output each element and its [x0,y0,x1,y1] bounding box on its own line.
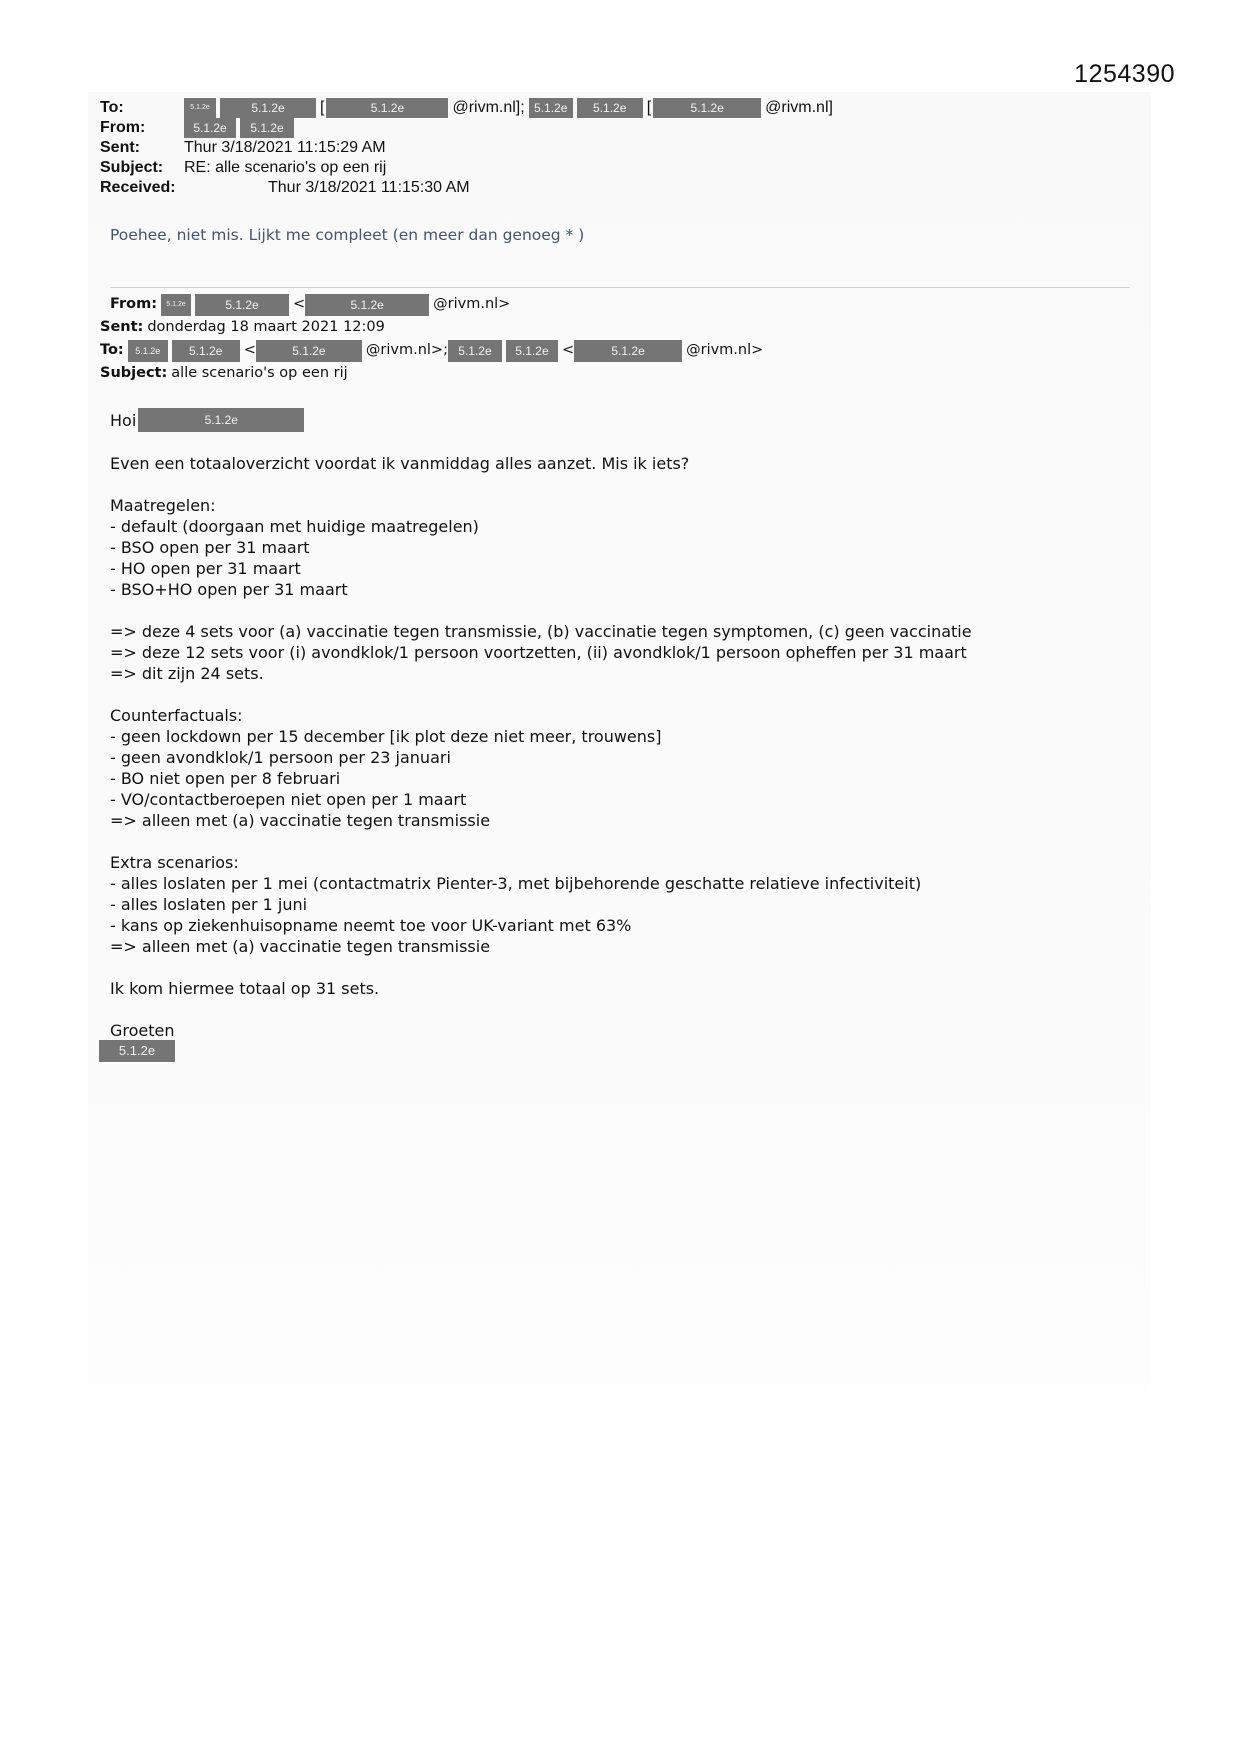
outer-to-row [100,98,833,118]
email-domain-text: @rivm.nl]; [452,99,525,116]
list-item: => dit zijn 24 sets. [110,664,264,683]
bracket-text: [ [646,99,652,116]
list-item: - VO/contactberoepen niet open per 1 maart [110,790,467,809]
to-label: To: [100,99,124,116]
redaction: 5.1.2e [256,340,362,362]
inner-sent-row [100,316,763,339]
redaction: 5.1.2e [184,98,216,118]
counterfactuals-title: Counterfactuals: [110,706,243,725]
from-label: From: [100,119,146,136]
inner-email-header [100,293,763,385]
list-item: => deze 12 sets voor (i) avondklok/1 persoon voortzetten, (ii) avondklok/1 persoon opheffen per 31 maart [110,643,967,662]
outer-received-row [100,178,833,198]
to-label: To: [100,342,124,358]
list-item: - alles loslaten per 1 juni [110,895,308,914]
list-item: - BO niet open per 8 februari [110,769,341,788]
redaction: 5.1.2e [653,98,761,118]
redaction: 5.1.2e [506,340,558,362]
redaction: 5.1.2e [448,340,502,362]
greeting-text: Hoi [110,410,137,430]
redaction: 5.1.2e [161,294,191,316]
list-item: => alleen met (a) vaccinatie tegen transmissie [110,811,491,830]
closing-text: Groeten [110,1021,175,1040]
redaction: 5.1.2e [184,118,236,138]
redaction: 5.1.2e [128,340,168,362]
sent-label: Sent: [100,319,144,335]
separator-line [110,287,1130,288]
lt-text: < [293,296,306,312]
extra-title: Extra scenarios: [110,853,239,872]
intro-text: Even een totaaloverzicht voordat ik vanmiddag alles aanzet. Mis ik iets? [110,454,690,473]
redaction: 5.1.2e [305,294,429,316]
subject-label: Subject: [100,365,168,381]
list-item: - kans op ziekenhuisopname neemt toe voor UK-variant met 63% [110,916,632,935]
redaction: 5.1.2e [240,118,294,138]
redaction: 5.1.2e [172,340,240,362]
email-domain-text: @rivm.nl] [765,99,833,116]
list-item: - BSO open per 31 maart [110,538,310,557]
subject-value: alle scenario's op een rij [171,365,348,381]
greeting-line [110,408,972,432]
list-item: - alles loslaten per 1 mei (contactmatrix Pienter-3, met bijbehorende geschatte relatieve infectiviteit) [110,874,922,893]
lt-text: < [243,342,256,358]
received-value: Thur 3/18/2021 11:15:30 AM [268,179,470,196]
redaction: 5.1.2e [195,294,289,316]
outer-subject-row [100,158,833,178]
redaction: 5.1.2e [138,408,304,432]
received-label: Received: [100,179,176,196]
outer-sent-row [100,138,833,158]
bracket-text: [ [320,99,325,116]
redaction: 5.1.2e [577,98,643,118]
subject-label: Subject: [100,159,164,176]
email-domain-text: @rivm.nl>; [365,342,448,358]
reply-text: Poehee, niet mis. Lijkt me compleet (en meer dan genoeg * ) [110,226,585,244]
subject-value: RE: alle scenario's op een rij [184,159,387,176]
sent-label: Sent: [100,139,140,156]
maatregelen-title: Maatregelen: [110,496,216,515]
list-item: - geen lockdown per 15 december [ik plot deze niet meer, trouwens] [110,727,662,746]
email-domain-text: @rivm.nl> [686,342,764,358]
inner-from-row [110,293,763,316]
from-label: From: [110,296,157,312]
outer-from-row [100,118,833,138]
total-text: Ik kom hiermee totaal op 31 sets. [110,979,380,998]
redaction: 5.1.2e [220,98,316,118]
list-item: - BSO+HO open per 31 maart [110,580,348,599]
lt-text: < [561,342,575,358]
redaction: 5.1.2e [529,98,573,118]
email-body [110,408,972,1041]
list-item: - HO open per 31 maart [110,559,301,578]
inner-to-row [100,339,763,362]
list-item: => alleen met (a) vaccinatie tegen transmissie [110,937,491,956]
list-item: - default (doorgaan met huidige maatregelen) [110,517,479,536]
sent-value: donderdag 18 maart 2021 12:09 [147,319,385,335]
redaction: 5.1.2e [574,340,682,362]
email-domain-text: @rivm.nl> [433,296,511,312]
list-item: - geen avondklok/1 persoon per 23 januari [110,748,451,767]
redaction: 5.1.2e [326,98,448,118]
signature [99,1040,179,1062]
inner-subject-row [100,362,763,385]
sent-value: Thur 3/18/2021 11:15:29 AM [184,139,386,156]
list-item: => deze 4 sets voor (a) vaccinatie tegen transmissie, (b) vaccinatie tegen symptomen, (c) geen vaccinatie [110,622,972,641]
outer-email-header [100,98,833,198]
redaction: 5.1.2e [99,1040,175,1062]
document-number: 1254390 [1074,60,1175,88]
